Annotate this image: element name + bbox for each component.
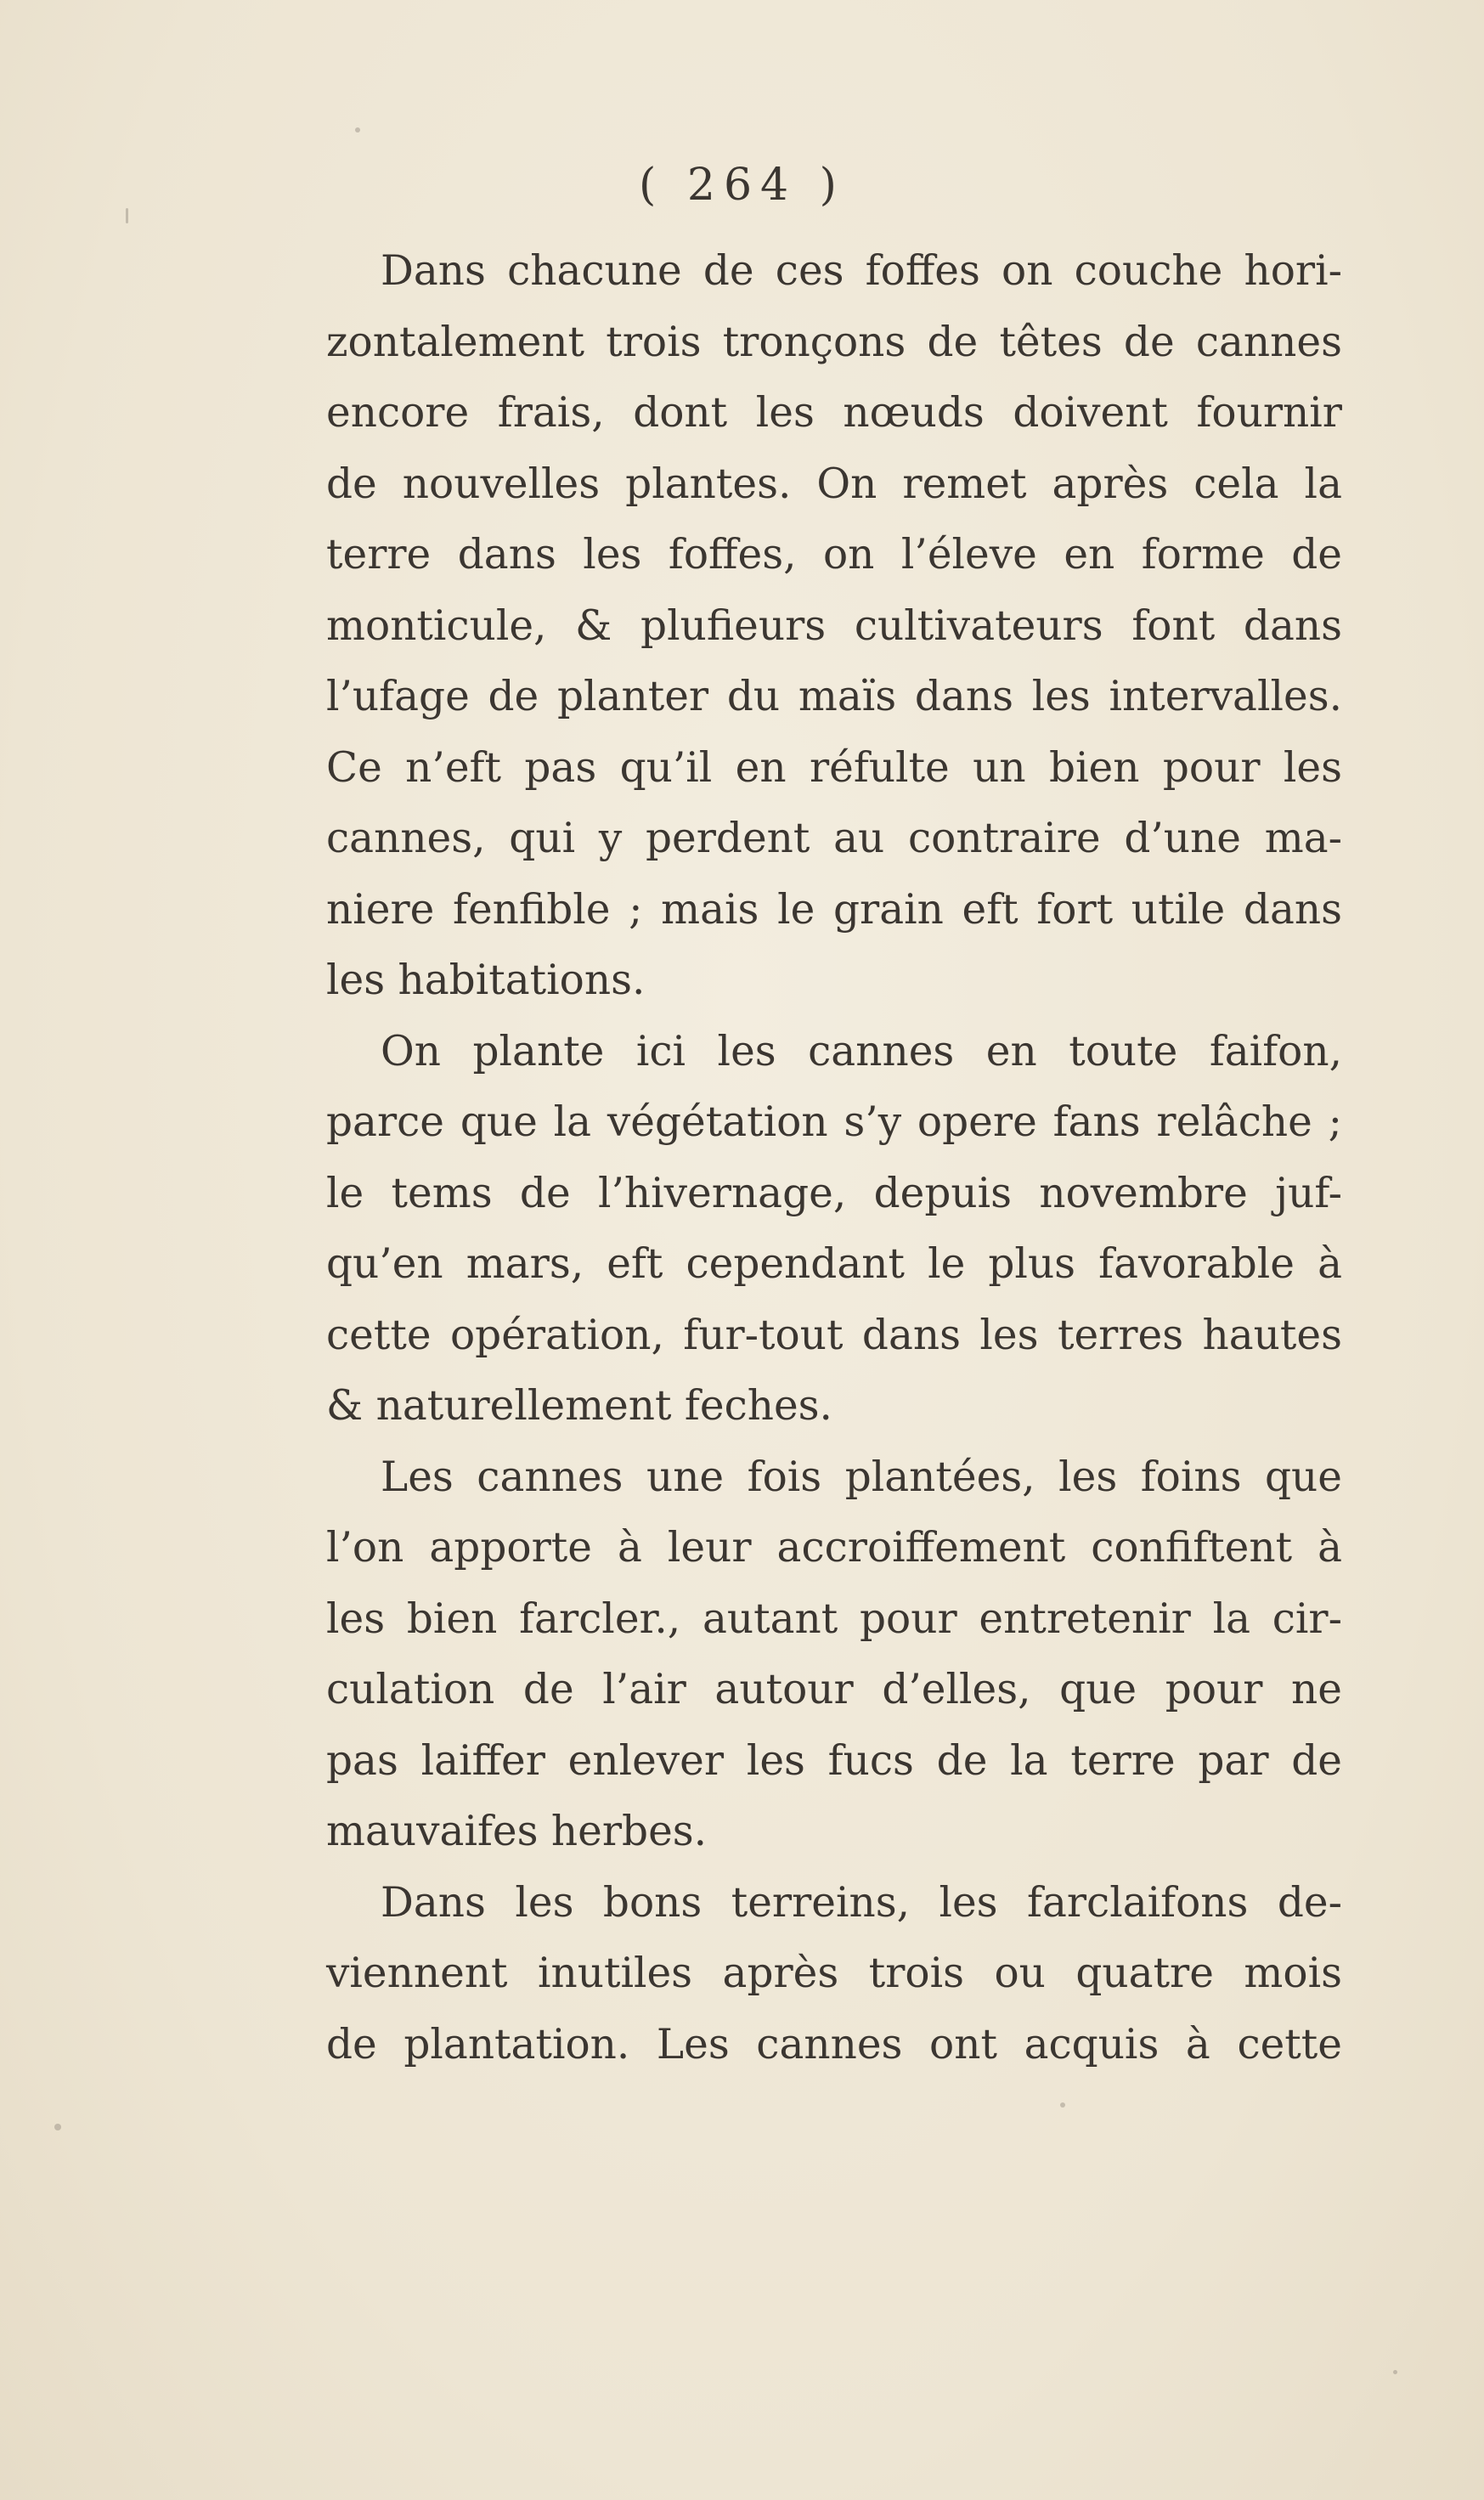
text-line: zontalement trois tronçons de têtes de cannes [326, 318, 1342, 366]
text-line: encore frais, dont les nœuds doivent fournir [326, 389, 1342, 437]
paper-speck [1060, 2102, 1065, 2108]
text-line: de plantation. Les cannes ont acquis à cette [326, 2020, 1342, 2068]
text-line: monticule, & plufieurs cultivateurs font dans [326, 601, 1342, 650]
paragraph [326, 1017, 1342, 1442]
paragraph [326, 1442, 1342, 1868]
paper-speck [54, 2124, 61, 2130]
text-line: culation de l’air autour d’elles, que pour ne [326, 1666, 1342, 1713]
text-line: le tems de l’hivernage, depuis novembre juf- [326, 1169, 1342, 1217]
text-line: niere fenfible ; mais le grain eft fort utile dans [326, 885, 1342, 934]
text-line: viennent inutiles après trois ou quatre mois [326, 1950, 1342, 1997]
paragraph [326, 236, 1342, 1017]
body-text [326, 236, 1342, 2080]
paper-speck [355, 127, 360, 133]
text-line: cannes, qui y perdent au contraire d’une ma- [326, 815, 1342, 862]
text-line: qu’en mars, eft cependant le plus favorable à [326, 1240, 1342, 1288]
text-line: mauvaifes herbes. [326, 1808, 708, 1855]
paper-speck [126, 208, 128, 223]
text-line: On plante ici les cannes en toute faifon, [381, 1027, 1342, 1075]
text-line: terre dans les foffes, on l’éleve en forme de [326, 531, 1342, 578]
text-line: de nouvelles plantes. On remet après cela la [326, 460, 1342, 508]
text-line: pas laiffer enlever les fucs de la terre par de [326, 1736, 1342, 1785]
text-line: parce que la végétation s’y opere fans relâche ; [326, 1098, 1342, 1146]
text-line: & naturellement feches. [326, 1382, 832, 1430]
text-line: les habitations. [326, 957, 646, 1004]
text-line: Dans les bons terreins, les farclaifons de- [381, 1878, 1342, 1927]
text-line: l’on apporte à leur accroiffement confiftent à [326, 1524, 1342, 1572]
text-line: Ce n’eft pas qu’il en réfulte un bien pour les [326, 743, 1342, 792]
text-line: Dans chacune de ces foffes on couche hori- [381, 247, 1342, 295]
text-line: l’ufage de planter du maïs dans les intervalles. [326, 673, 1342, 720]
paragraph [326, 1868, 1342, 2081]
text-line: Les cannes une fois plantées, les foins que [381, 1453, 1342, 1501]
page-number: ( 264 ) [639, 160, 845, 211]
text-line: cette opération, fur-tout dans les terres hautes [326, 1311, 1342, 1359]
paper-speck [1393, 2370, 1397, 2374]
text-line: les bien farcler., autant pour entretenir la cir- [326, 1594, 1342, 1643]
